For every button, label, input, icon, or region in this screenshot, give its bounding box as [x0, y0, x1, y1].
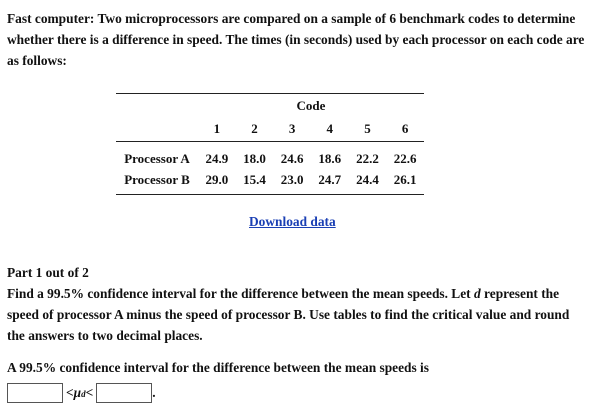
less-than-symbol: < — [85, 385, 94, 400]
table-row — [116, 142, 424, 170]
lower-bound-input[interactable] — [7, 383, 63, 403]
table-cell: 15.4 — [236, 169, 274, 195]
column-header: 5 — [349, 117, 387, 142]
row-label: Processor B — [116, 169, 198, 195]
answer-row — [7, 382, 156, 404]
column-header: 4 — [311, 117, 349, 142]
column-header: 1 — [198, 117, 236, 142]
upper-bound-input[interactable] — [96, 383, 152, 403]
download-data-link[interactable]: Download data — [249, 214, 336, 229]
table-cell: 24.4 — [349, 169, 387, 195]
inequality-expression — [63, 385, 96, 401]
table-column-header-row — [116, 117, 424, 142]
less-than-symbol: < — [66, 385, 74, 400]
table-group-header-row — [116, 94, 424, 118]
table-group-header: Code — [296, 97, 326, 113]
variable-d: d — [474, 286, 481, 301]
table-cell: 24.9 — [205, 150, 229, 166]
problem-statement: Fast computer: Two microprocessors are compared on a sample of 6 benchmark codes to determine whether there is a difference in speed. The times (in seconds) used by each processor on each code are as follows: — [7, 11, 585, 68]
table-cell: 24.6 — [280, 150, 304, 166]
table-cell: 22.6 — [393, 150, 417, 166]
column-header: 2 — [236, 117, 274, 142]
table-row — [116, 169, 424, 195]
table-cell: 24.7 — [311, 169, 349, 195]
table-cell: 22.2 — [356, 150, 379, 166]
column-header: 6 — [386, 117, 424, 142]
table-cell: 23.0 — [273, 169, 311, 195]
row-label: Processor A — [124, 150, 190, 166]
end-punctuation: . — [152, 385, 156, 400]
table-cell: 26.1 — [386, 169, 424, 195]
answer-prompt: A 99.5% confidence interval for the difference between the mean speeds is — [7, 360, 429, 375]
mu-symbol: μ — [73, 385, 82, 400]
table-cell: 18.0 — [243, 150, 266, 166]
table-cell: 29.0 — [198, 169, 236, 195]
question-text: Find a 99.5% confidence interval for the difference between the mean speeds. Let d represent the speed of processor A minus the speed of processor B. Use tables to find the critical value and round the answers to two decimal places. — [7, 286, 570, 343]
column-header: 3 — [273, 117, 311, 142]
data-table — [116, 93, 424, 195]
mu-subscript: d — [81, 389, 86, 399]
table-cell: 18.6 — [318, 150, 342, 166]
part-label: Part 1 out of 2 — [7, 265, 89, 280]
